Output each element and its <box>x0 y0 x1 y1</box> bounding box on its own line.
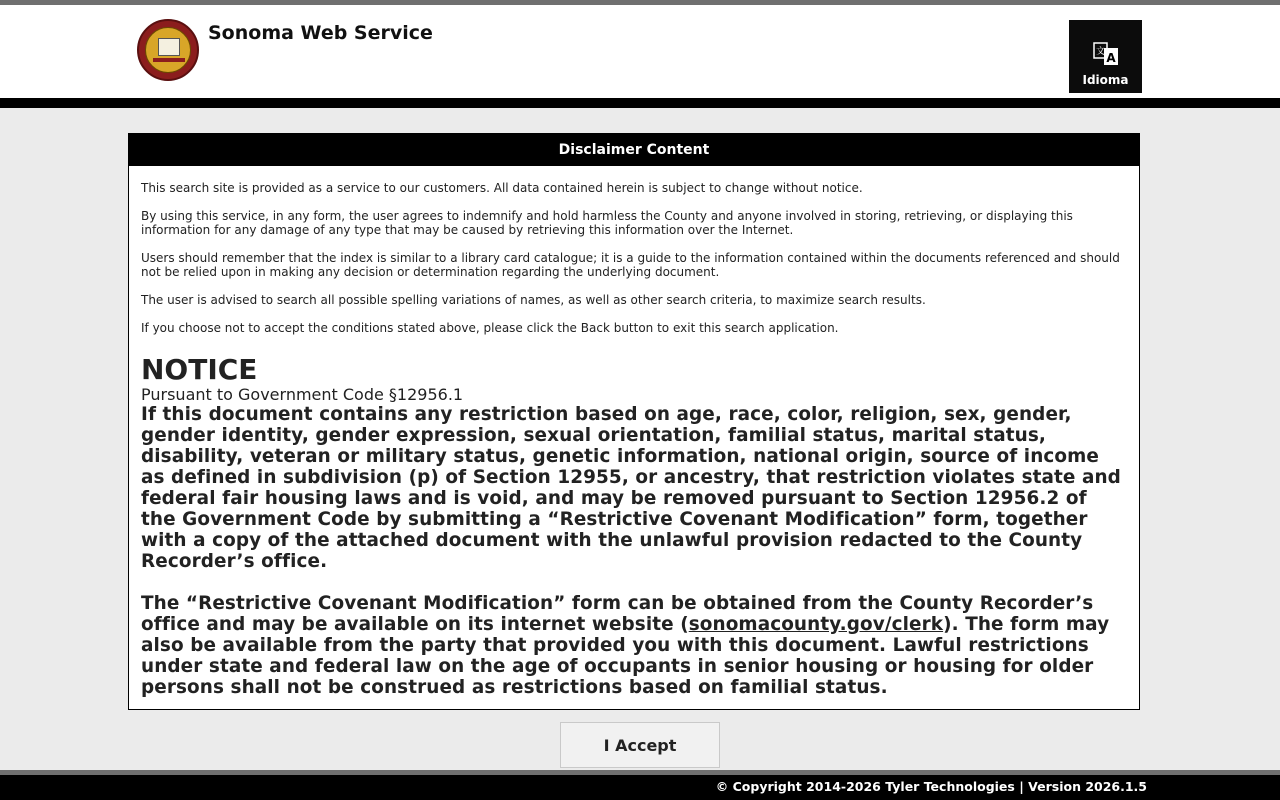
disclaimer-panel <box>128 133 1140 710</box>
disclaimer-paragraph: By using this service, in any form, the user agrees to indemnify and hold harmless the County and anyone involved in storing, retrieving, or displaying this information for any damage of any type that may be caused by retrieving this information over the Internet. <box>141 209 1073 237</box>
footer <box>0 775 1280 800</box>
site-title: Sonoma Web Service <box>208 22 433 44</box>
language-button-label: Idioma <box>1082 73 1129 87</box>
disclaimer-paragraph: Users should remember that the index is similar to a library card catalogue; it is a guide to the information contained within the documents referenced and should not be relied upon in making any decision or determination regarding the underlying document. <box>141 251 1120 279</box>
disclaimer-paragraph: If you choose not to accept the conditions stated above, please click the Back button to exit this search application. <box>141 321 839 335</box>
disclaimer-body <box>129 166 1139 698</box>
notice-paragraph <box>141 593 1127 698</box>
language-button[interactable] <box>1069 20 1142 93</box>
notice-title: NOTICE <box>141 353 258 386</box>
header-rule <box>0 98 1280 108</box>
seal-inner <box>145 27 191 73</box>
svg-text:A: A <box>1106 51 1116 65</box>
translate-icon <box>1093 42 1119 66</box>
notice-paragraph: If this document contains any restriction based on age, race, color, religion, sex, gender, gender identity, gender expression, sexual orientation, familial status, marital status, disability, veteran or military status, genetic information, national origin, source of income as defined in subdivision (p) of Section 12955, or ancestry, that restriction violates state and federal fair housing laws and is void, and may be removed pursuant to Section 12956.2 of the Government Code by submitting a “Restrictive Covenant Modification” form, together with a copy of the attached document with the unlawful provision redacted to the County Recorder’s office. <box>141 404 1121 572</box>
disclaimer-paragraph: This search site is provided as a service to our customers. All data contained herein is subject to change without notice. <box>141 181 863 195</box>
disclaimer-heading: Disclaimer Content <box>129 134 1139 166</box>
clerk-website-link[interactable]: sonomacounty.gov/clerk <box>688 614 944 635</box>
accept-button[interactable]: I Accept <box>560 722 720 768</box>
svg-text:文: 文 <box>1095 47 1106 57</box>
notice-subtitle: Pursuant to Government Code §12956.1 <box>141 385 464 404</box>
county-seal-icon[interactable] <box>137 19 199 81</box>
seal-band <box>153 58 185 62</box>
copyright-text: © Copyright 2014-2026 Tyler Technologies | Version 2026.1.5 <box>715 779 1147 794</box>
notice-text-before-link: The “Restrictive Covenant Modification” form can be obtained from the County Recorder’s office and may be available on its internet website ( <box>141 593 1094 635</box>
disclaimer-paragraph: The user is advised to search all possible spelling variations of names, as well as other search criteria, to maximize search results. <box>141 293 926 307</box>
notice-text-after-link: ). The form may also be available from the party that provided you with this document. Lawful restrictions under state and federal law on the age of occupants in senior housing or housing for older persons shall not be construed as restrictions based on familial status. <box>141 614 1110 698</box>
site-header <box>0 5 1280 98</box>
seal-document <box>158 38 180 56</box>
